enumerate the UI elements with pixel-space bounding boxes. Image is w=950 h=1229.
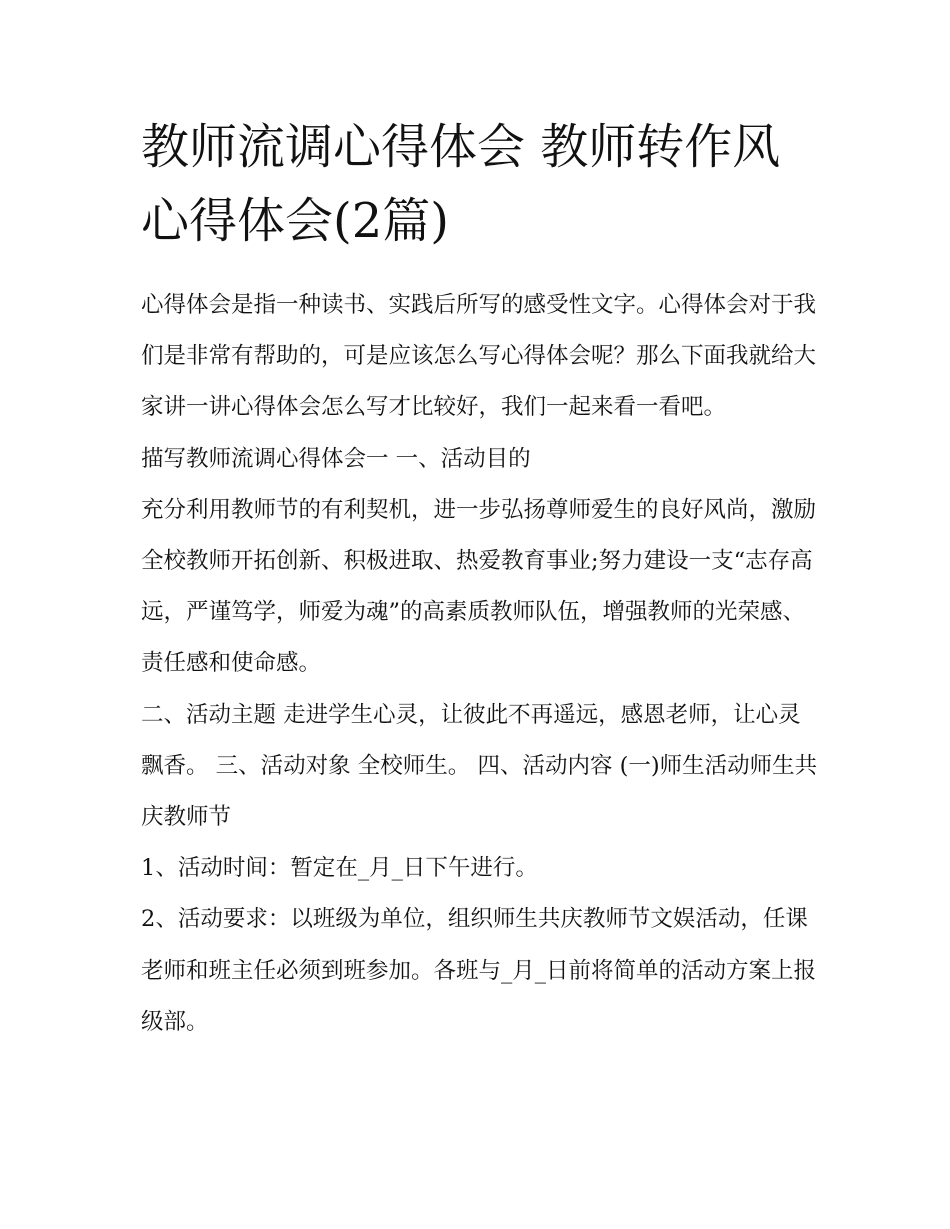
requirement-paragraph: 2、活动要求：以班级为单位，组织师生共庆教师节文娱活动，任课老师和班主任必须到班参加。各班与_月_日前将简单的活动方案上报级部。 <box>141 906 817 1035</box>
document-page <box>141 110 821 1048</box>
section-heading: 描写教师流调心得体会一 一、活动目的 <box>141 445 531 472</box>
document-title: 教师流调心得体会 教师转作风心得体会(2篇) <box>141 119 781 249</box>
purpose-paragraph: 充分利用教师节的有利契机，进一步弘扬尊师爱生的良好风尚，激励全校教师开拓创新、积极进取、热爱教育事业;努力建设一支“志存高远，严谨笃学，师爱为魂”的高素质教师队伍，增强教师的光荣感、责任感和使命感。 <box>141 496 817 677</box>
time-paragraph: 1、活动时间：暂定在_月_日下午进行。 <box>141 855 538 882</box>
intro-paragraph: 心得体会是指一种读书、实践后所写的感受性文字。心得体会对于我们是非常有帮助的，可是应该怎么写心得体会呢？那么下面我就给大家讲一讲心得体会怎么写才比较好，我们一起来看一看吧。 <box>141 292 817 421</box>
theme-paragraph: 二、活动主题 走进学生心灵，让彼此不再遥远，感恩老师，让心灵飘香。 三、活动对象 全校师生。 四、活动内容 (一)师生活动师生共庆教师节 <box>141 701 818 831</box>
